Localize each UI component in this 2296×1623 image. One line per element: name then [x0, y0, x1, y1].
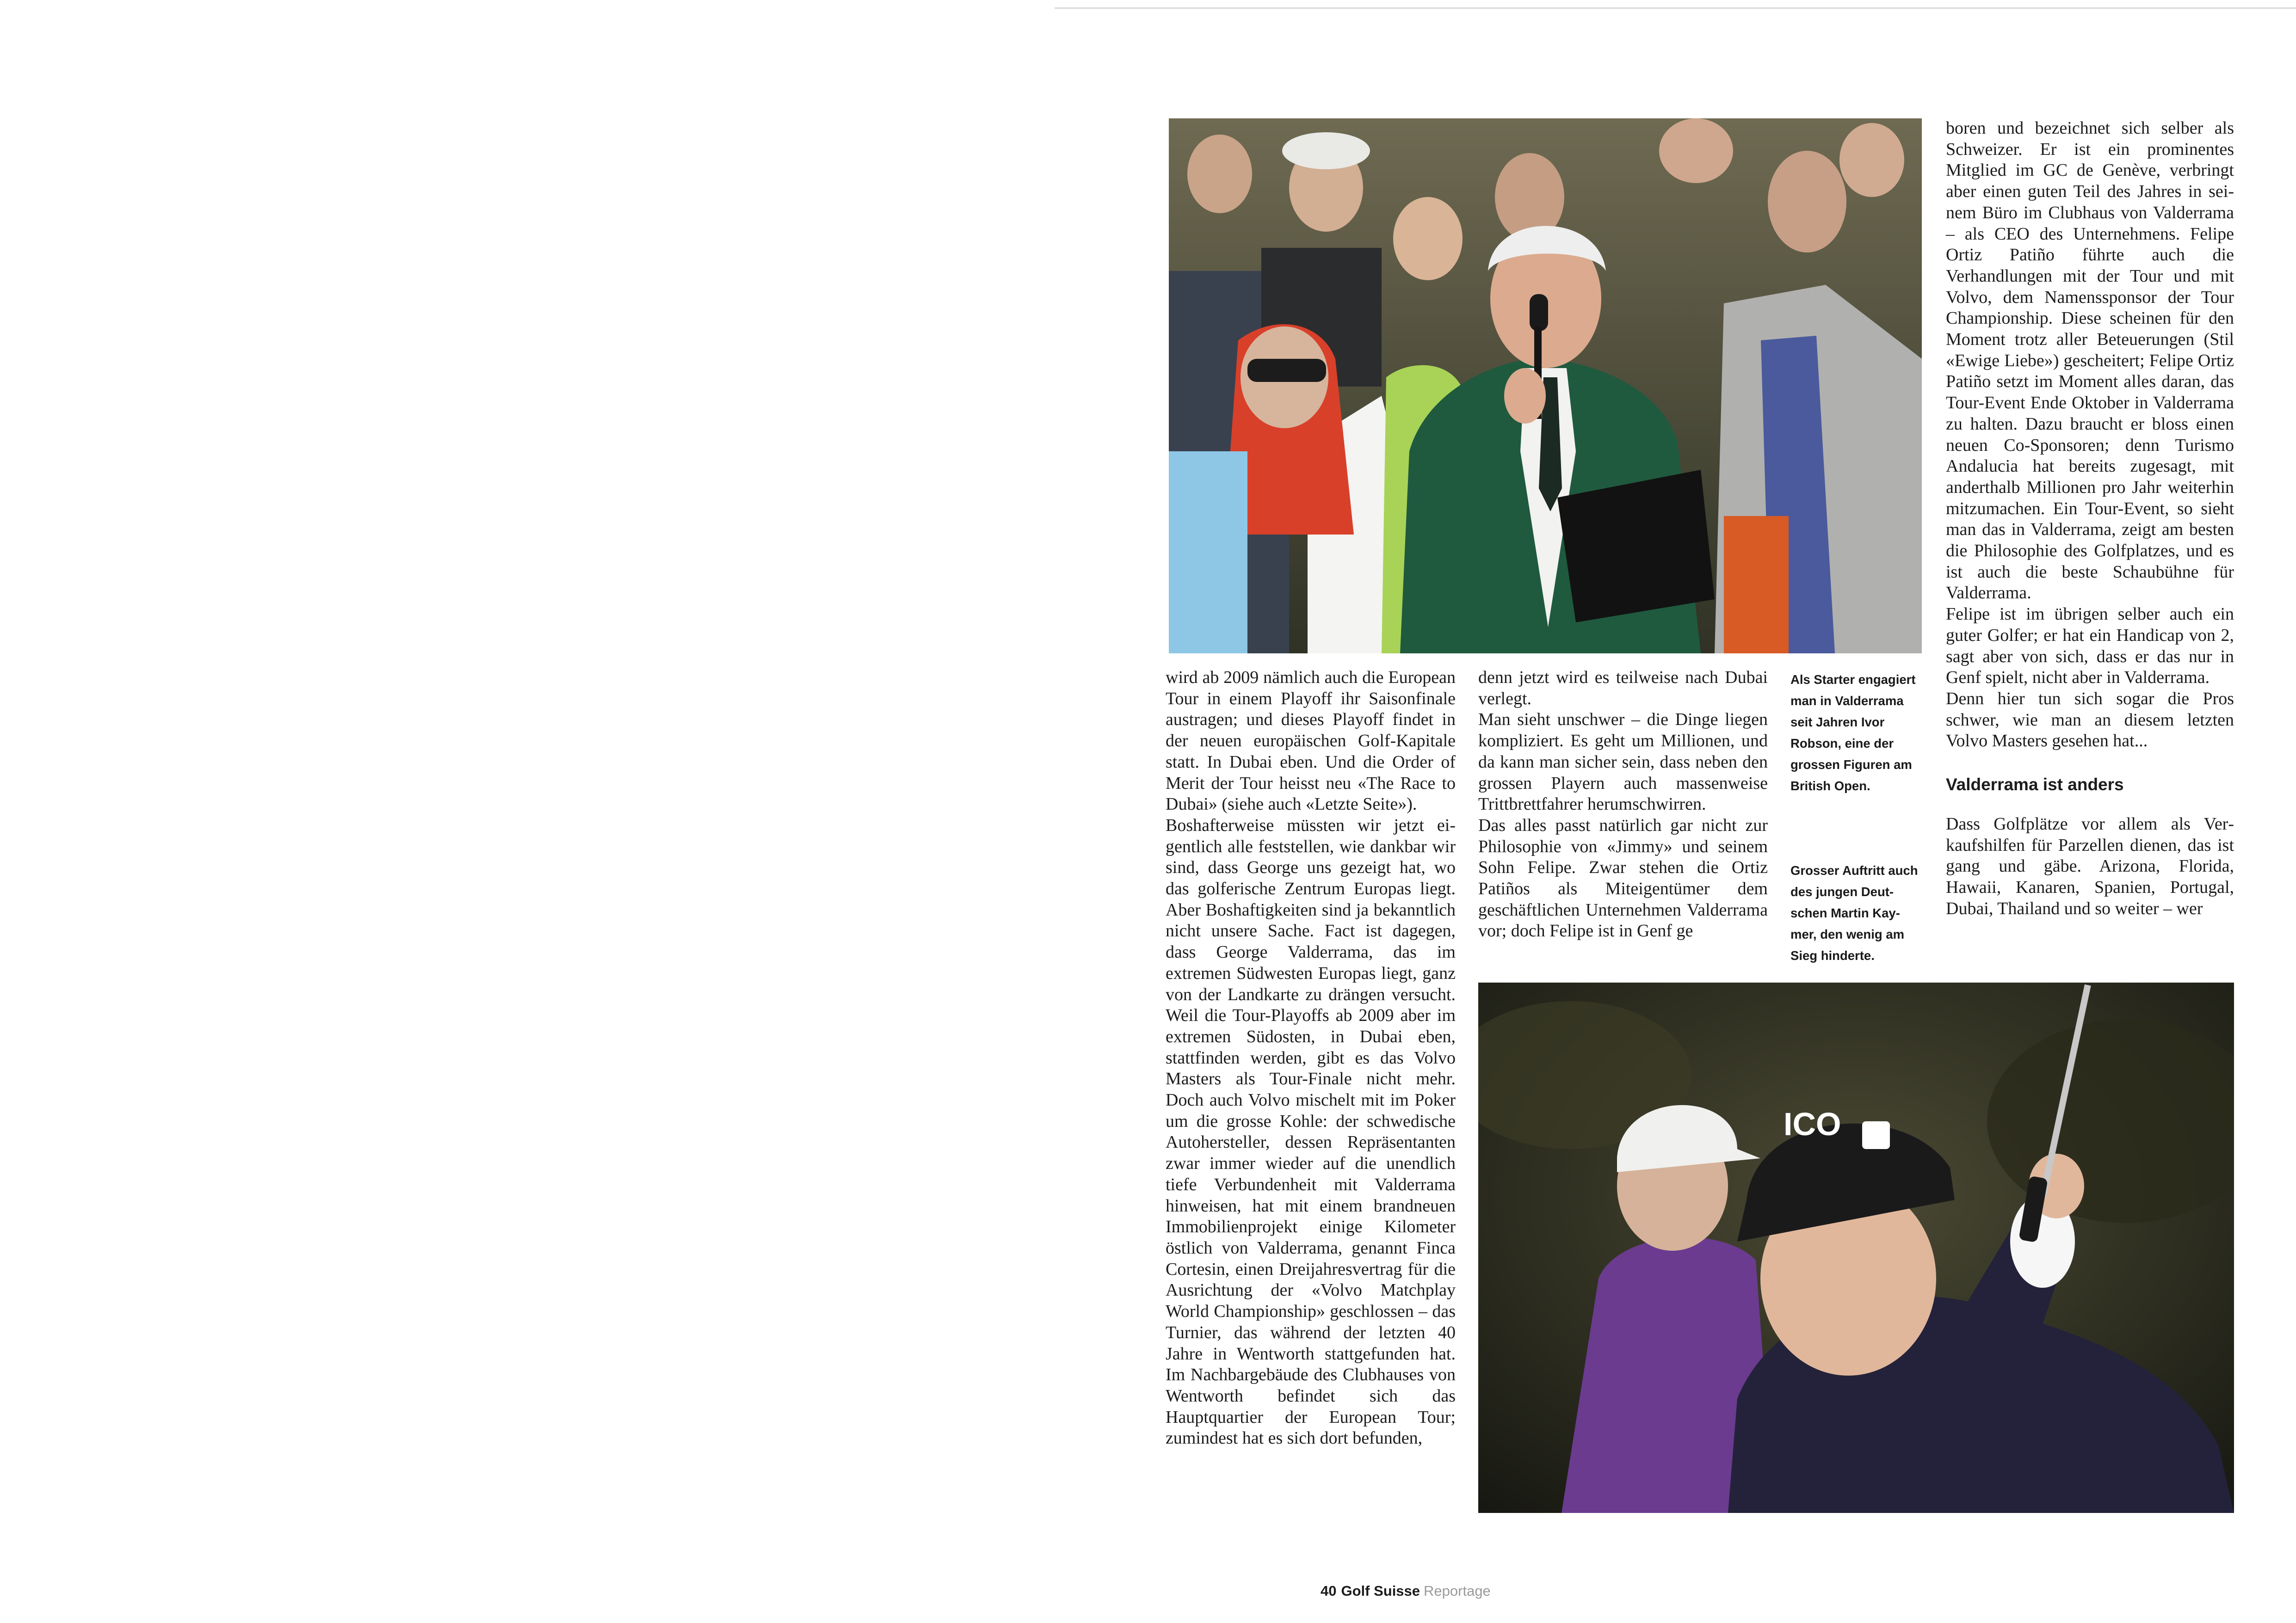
subheading: Valderrama ist anders: [1946, 775, 2124, 794]
top-rule: [1055, 7, 2296, 9]
page-footer: [1321, 1583, 1491, 1599]
caption-starter: Als Starter engagiert man in Valderrama seit Jahren Ivor Robson, eine der grossen Figuren am British Open.: [1790, 672, 1916, 793]
paragraph: boren und bezeichnet sich selber als Schweizer. Er ist ein prominentes Mitglied im GC de Genève, verbringt aber einen guten Teil des Jahres in seinem Büro im Clubhaus von Valderrama – als CEO des Unternehmens. Felipe Ortiz Patiño führte auch die Verhandlungen mit der Tour und mit Volvo, dem Namenssponsor der Tour Championship. Diese scheinen für den Moment trotz aller Beteuerungen (Stil «Ewige Liebe») gescheitert; Felipe Ortiz Patiño setzt im Moment alles daran, das Tour-Event Ende Oktober in Valderrama zu halten. Dazu braucht er bloss einen neuen Co-Sponsoren; denn Turismo Andalucia hat bereits zugesagt, mit anderthalb Millionen pro Jahr weiterhin mitzumachen. Ein Tour-Event, so sieht man das in Valderrama, zeigt am besten die Philosophie des Golfplatzes, und es ist auch die beste Schaubühne für Valderrama.: [1946, 118, 2234, 603]
paragraph: Boshafterweise müssten wir jetzt eigentlich alle feststellen, wie dankbar wir sind, dass George uns gezeigt hat, wo das golferische Zentrum Europas liegt. Aber Boshaftigkeiten sind ja bekanntlich nicht unsere Sache. Fact ist dagegen, dass George Valderrama, das im extremen Südwesten Europas liegt, ganz von der Landkarte zu drängen versucht. Weil die Tour-Playoffs ab 2009 aber im extremen Südosten, in Dubai eben, stattfinden werden, gibt es das Volvo Masters als Tour-Finale nicht mehr. Doch auch Volvo mischelt mit im Poker um die grosse Kohle: der schwedische Autohersteller, dessen Repräsentanten zwar immer wieder auf die unendlich tiefe Verbundenheit mit Valderrama hinweisen, hat mit einem brandneuen Immobilienprojekt einige Kilometer östlich von Valderrama, genannt Finca Cortesin, einen Dreijahresvertrag für die Ausrichtung der «Volvo Matchplay World Championship» geschlossen – das Turnier, das während der letzten 40 Jahre in Wentworth stattgefunden hat. Im Nachbargebäude des Clubhauses von Wentworth befindet sich das Hauptquartier der European Tour; zumindest hat es sich dort befunden,: [1166, 815, 1456, 1448]
paragraph: Felipe ist im übrigen selber auch ein guter Golfer; er hat ein Handicap von 2, sagt aber von sich, dass er das nur in Genf spielt, nicht aber in Valderrama.: [1946, 604, 2234, 688]
cap-logo: ICO: [1784, 1106, 1841, 1142]
paragraph: Das alles passt natürlich gar nicht zur Philosophie von «Jimmy» und seinem Sohn Felipe. Zwar stehen die Ortiz Patiños als Miteigentümer dem geschäftlichen Unternehmen Valderrama vor; doch Felipe ist in Genf ge: [1478, 815, 1768, 941]
column-2: [1478, 667, 1768, 942]
section-name: Reportage: [1424, 1583, 1491, 1599]
paragraph: Denn hier tun sich sogar die Pros schwer, wie man an diesem letzten Volvo Masters gesehen hat...: [1946, 689, 2234, 751]
caption-kaymer: Grosser Auftritt auch des jungen Deut- schen Martin Kay- mer, den wenig am Sieg hinderte.: [1790, 863, 1918, 963]
paragraph: denn jetzt wird es teilweise nach Dubai verlegt.: [1478, 668, 1768, 708]
photo-starter-robson: [1169, 118, 1922, 653]
page-number: 40: [1321, 1583, 1337, 1599]
paragraph: wird ab 2009 nämlich auch die European Tour in einem Playoff ihr Saisonfinale austragen; und dieses Playoff findet in der neuen europäischen Golf-Kapitale statt. In Dubai eben. Und die Order of Merit der Tour heisst neu «The Race to Dubai» (siehe auch «Letzte Seite»).: [1166, 668, 1456, 814]
paragraph: Man sieht unschwer – die Dinge liegen kompliziert. Es geht um Millionen, und da kann man sicher sein, dass neben den grossen Playern auch massenweise Trittbrettfahrer herumschwirren.: [1478, 710, 1768, 814]
column-1: [1166, 667, 1456, 1449]
magazine-name: Golf Suisse: [1341, 1583, 1420, 1599]
column-3: [1946, 118, 2234, 919]
photo-golfer-kaymer: [1478, 983, 2234, 1513]
paragraph: Dass Golfplätze vor allem als Verkaufshilfen für Parzellen dienen, das ist gang und gäbe. Arizona, Florida, Hawaii, Kanaren, Spanien, Portugal, Dubai, Thailand und so weiter – wer: [1946, 814, 2234, 918]
